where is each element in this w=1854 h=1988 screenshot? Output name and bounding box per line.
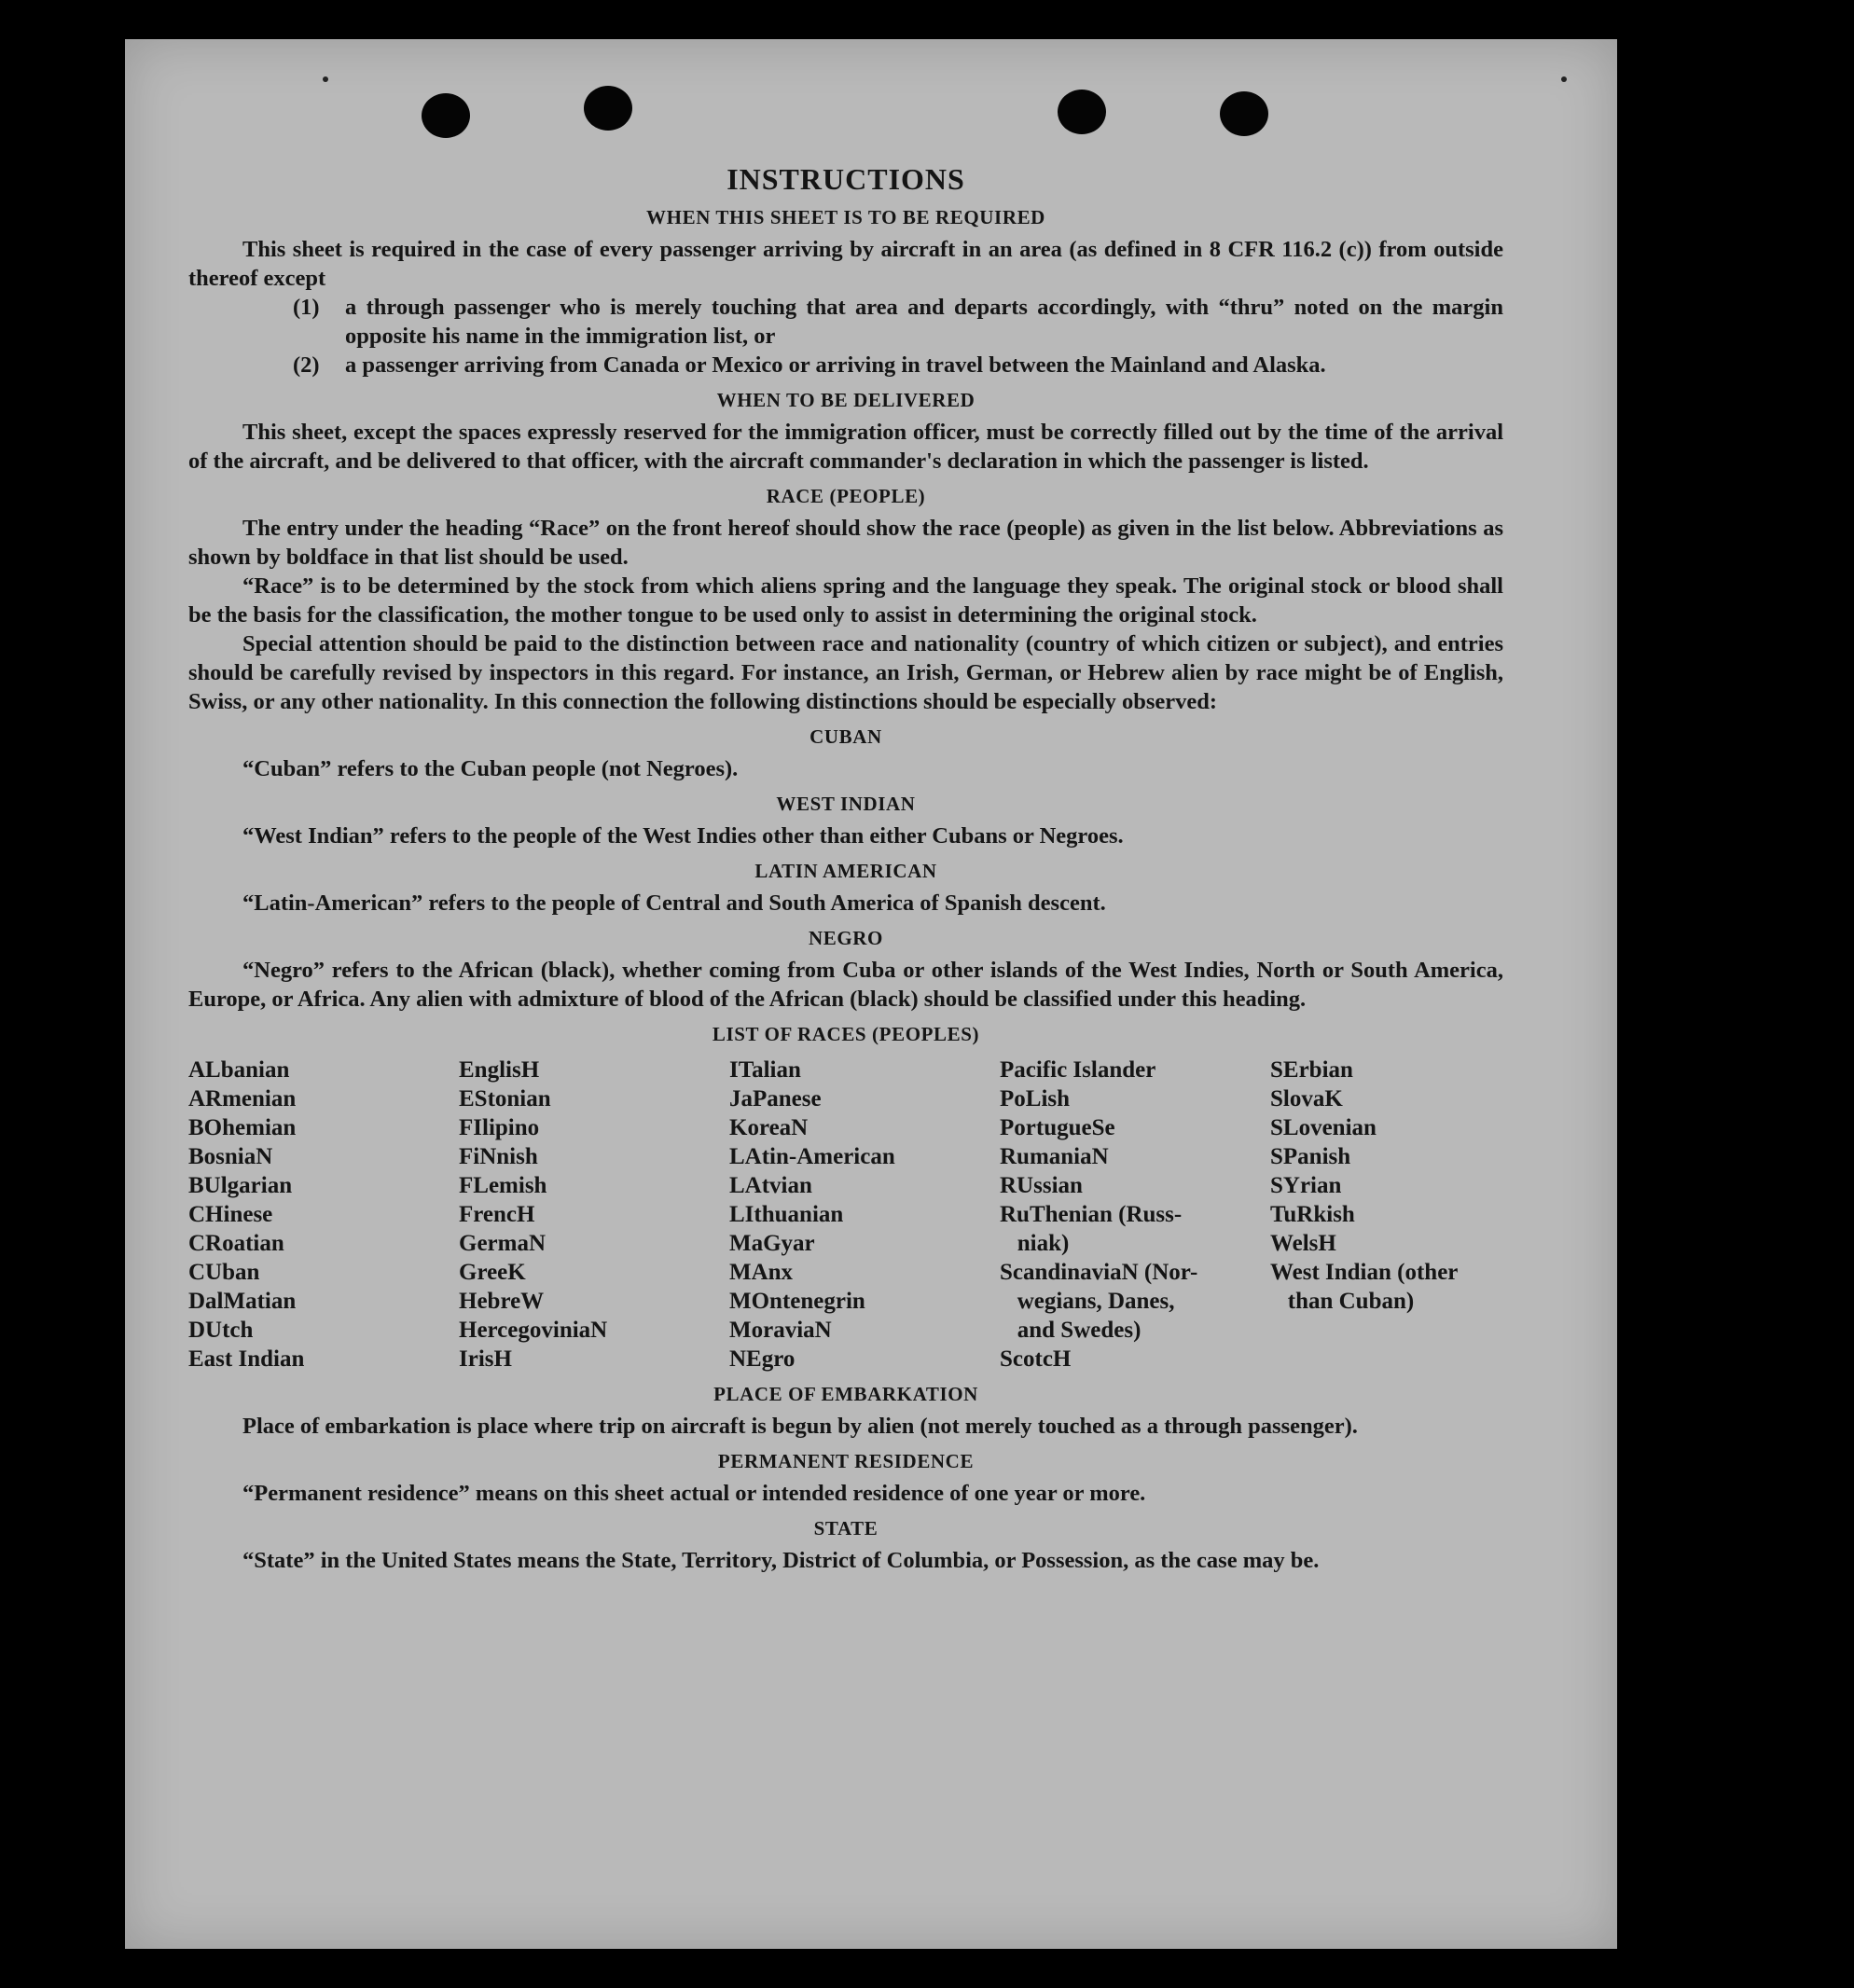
race-item: TuRkish xyxy=(1270,1202,1355,1227)
race-column xyxy=(188,1056,459,1374)
punch-hole xyxy=(584,86,632,131)
paper-speck xyxy=(1561,76,1567,82)
race-item: MOntenegrin xyxy=(729,1289,865,1314)
race-item: SErbian xyxy=(1270,1057,1353,1083)
race-column xyxy=(1000,1056,1270,1374)
race-item: HercegoviniaN xyxy=(459,1318,608,1343)
race-item: PortugueSe xyxy=(1000,1115,1115,1140)
race-item: CUban xyxy=(188,1260,260,1285)
section-text: Place of embarkation is place where trip on aircraft is begun by alien (not merely touched as a through passenger). xyxy=(242,1414,1358,1439)
race-column xyxy=(1270,1056,1503,1374)
race-item: KoreaN xyxy=(729,1115,809,1140)
race-item: LIthuanian xyxy=(729,1202,844,1227)
race-item: DalMatian xyxy=(188,1289,297,1314)
section-text: This sheet, except the spaces expressly reserved for the immigration officer, must be correctly filled out by the time of the arrival of the aircraft, and be delivered to that officer, with the aircraft commander's declaration in which the passenger is listed. xyxy=(188,420,1503,474)
race-item: ScandinaviaN (Nor- xyxy=(1000,1260,1198,1285)
race-item: EnglisH xyxy=(459,1057,540,1083)
section-heading: CUBAN xyxy=(809,725,882,748)
section-text: “Cuban” refers to the Cuban people (not Negroes). xyxy=(242,756,739,781)
item-number: (2) xyxy=(293,352,320,378)
race-column xyxy=(729,1056,1000,1374)
race-item: SPanish xyxy=(1270,1144,1351,1169)
race-item: ITalian xyxy=(729,1057,801,1083)
race-item: ScotcH xyxy=(1000,1346,1072,1372)
race-item: BUlgarian xyxy=(188,1173,293,1198)
race-item: RumaniaN xyxy=(1000,1144,1109,1169)
punch-hole xyxy=(1220,91,1268,136)
race-item: ARmenian xyxy=(188,1086,297,1111)
race-item: Pacific Islander xyxy=(1000,1057,1156,1083)
section-heading: RACE (PEOPLE) xyxy=(766,485,926,507)
race-item: LAtin-American xyxy=(729,1144,895,1169)
race-item: EStonian xyxy=(459,1086,551,1111)
section-heading: PLACE OF EMBARKATION xyxy=(713,1383,978,1405)
exception-item xyxy=(188,293,1503,351)
race-item: RuThenian (Russ- xyxy=(1000,1202,1183,1227)
race-item: CHinese xyxy=(188,1202,273,1227)
item-text: a passenger arriving from Canada or Mexico or arriving in travel between the Mainland and Alaska. xyxy=(345,352,1326,378)
race-item: MoraviaN xyxy=(729,1318,832,1343)
race-item: NEgro xyxy=(729,1346,796,1372)
race-item: PoLish xyxy=(1000,1086,1071,1111)
race-item: West Indian (other xyxy=(1270,1260,1459,1285)
section-heading: STATE xyxy=(813,1517,879,1539)
item-text: a through passenger who is merely touching that area and departs accordingly, with “thru” noted on the margin opposite his name in the immigration list, or xyxy=(345,295,1503,349)
race-item: SLovenian xyxy=(1270,1115,1377,1140)
section-heading: PERMANENT RESIDENCE xyxy=(717,1450,975,1472)
race-item: HebreW xyxy=(459,1289,545,1314)
section-heading: WEST INDIAN xyxy=(776,793,916,815)
race-item: FIlipino xyxy=(459,1115,540,1140)
race-item: IrisH xyxy=(459,1346,512,1372)
race-item: East Indian xyxy=(188,1346,305,1372)
race-item: niak) xyxy=(1000,1231,1070,1256)
race-item: MAnx xyxy=(729,1260,794,1285)
race-item: than Cuban) xyxy=(1270,1289,1415,1314)
race-item: SYrian xyxy=(1270,1173,1342,1198)
race-item: BOhemian xyxy=(188,1115,297,1140)
punch-hole xyxy=(422,93,470,138)
section-text: The entry under the heading “Race” on the front hereof should show the race (people) as given in the list below. Abbreviations as shown by boldface in that list should be used. xyxy=(188,516,1503,570)
section-heading: WHEN THIS SHEET IS TO BE REQUIRED xyxy=(646,206,1045,228)
race-item: JaPanese xyxy=(729,1086,822,1111)
race-item: BosniaN xyxy=(188,1144,273,1169)
section-heading: LIST OF RACES (PEOPLES) xyxy=(712,1023,980,1045)
race-item: MaGyar xyxy=(729,1231,815,1256)
race-item: RUssian xyxy=(1000,1173,1083,1198)
race-item: DUtch xyxy=(188,1318,254,1343)
race-list xyxy=(188,1056,1503,1374)
section-text: “Negro” refers to the African (black), whether coming from Cuba or other islands of the West Indies, North or South America, Europe, or Africa. Any alien with admixture of blood of the African (black) should be classified under this heading. xyxy=(188,958,1503,1012)
instructions-content xyxy=(188,162,1503,1575)
section-text: “State” in the United States means the State, Territory, District of Columbia, or Possession, as the case may be. xyxy=(242,1548,1320,1573)
punch-hole xyxy=(1058,90,1106,134)
section-heading: LATIN AMERICAN xyxy=(754,860,937,882)
item-number: (1) xyxy=(293,295,320,320)
race-item: CRoatian xyxy=(188,1231,284,1256)
race-item: GermaN xyxy=(459,1231,547,1256)
section-text: “Race” is to be determined by the stock from which aliens spring and the language they speak. The original stock or blood shall be the basis for the classification, the mother tongue to be used only to assist in determining the original stock. xyxy=(188,573,1503,628)
race-item: FrencH xyxy=(459,1202,535,1227)
race-item: wegians, Danes, xyxy=(1000,1289,1175,1314)
section-text: “Latin-American” refers to the people of Central and South America of Spanish descent. xyxy=(242,890,1106,916)
race-item: SlovaK xyxy=(1270,1086,1343,1111)
race-item: GreeK xyxy=(459,1260,526,1285)
race-item: WelsH xyxy=(1270,1231,1336,1256)
race-column xyxy=(459,1056,729,1374)
section-text: “Permanent residence” means on this sheet actual or intended residence of one year or more. xyxy=(242,1481,1146,1506)
section-heading: WHEN TO BE DELIVERED xyxy=(716,389,975,411)
race-item: LAtvian xyxy=(729,1173,812,1198)
exception-item xyxy=(188,351,1503,380)
race-item: FiNnish xyxy=(459,1144,538,1169)
section-text: This sheet is required in the case of every passenger arriving by aircraft in an area (as defined in 8 CFR 116.2 (c)) from outside thereof except xyxy=(188,237,1503,291)
race-item: ALbanian xyxy=(188,1057,290,1083)
section-heading: NEGRO xyxy=(808,927,883,949)
race-item: and Swedes) xyxy=(1000,1318,1141,1343)
paper-speck xyxy=(323,76,328,82)
document-page xyxy=(125,39,1617,1949)
section-text: Special attention should be paid to the distinction between race and nationality (country of which citizen or subject), and entries should be carefully revised by inspectors in this regard. For instance, an Irish, German, or Hebrew alien by race might be of English, Swiss, or any other nationality. In this connection the following distinctions should be especially observed: xyxy=(188,631,1503,714)
page-title: INSTRUCTIONS xyxy=(726,162,965,196)
section-text: “West Indian” refers to the people of the West Indies other than either Cubans or Negroes. xyxy=(242,823,1124,849)
race-item: FLemish xyxy=(459,1173,547,1198)
